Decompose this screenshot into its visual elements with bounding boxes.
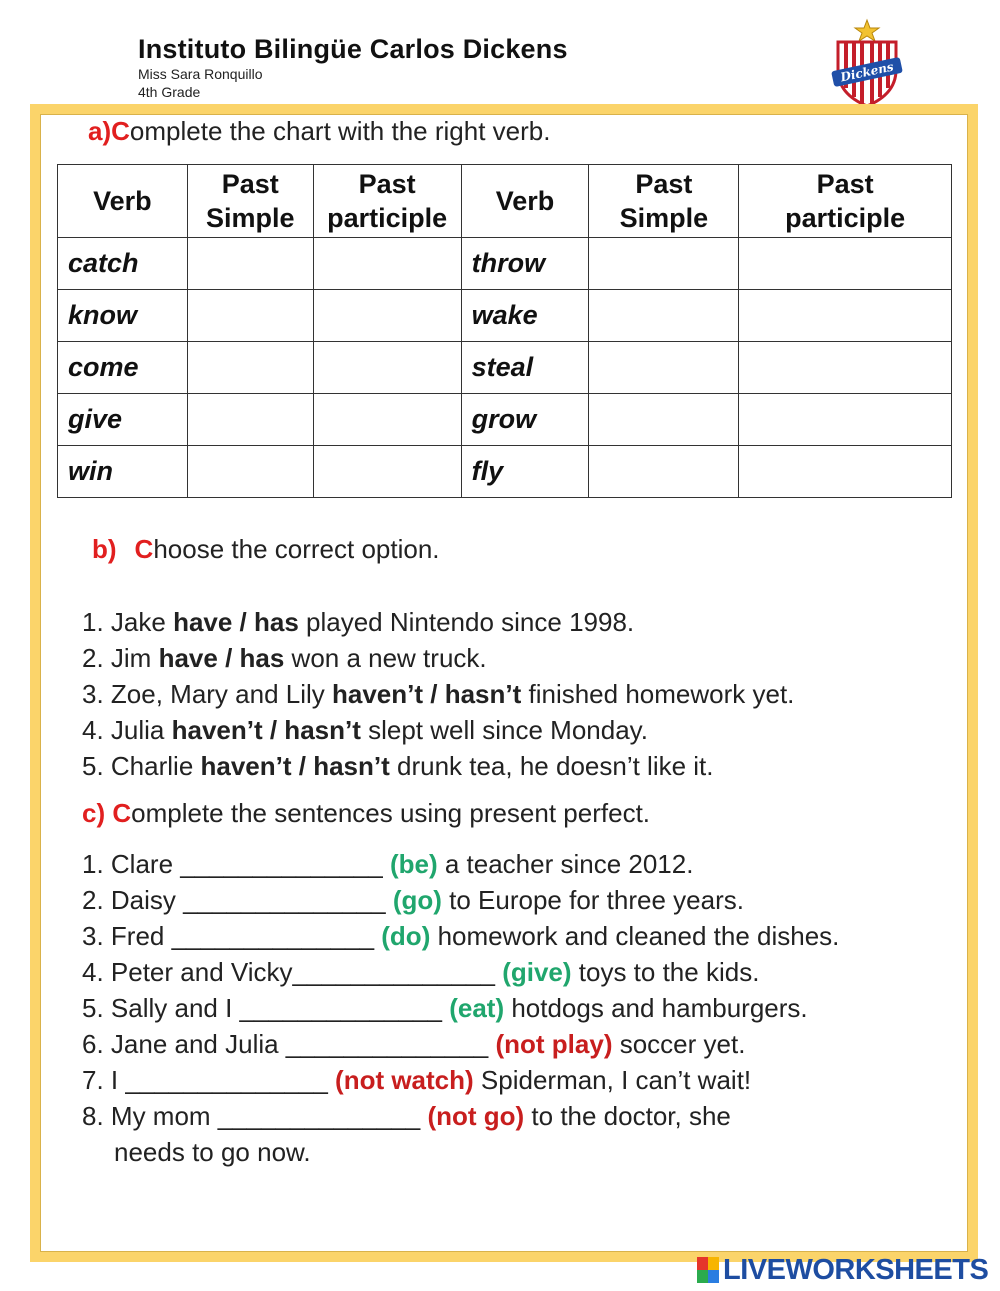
verb-cell: fly <box>461 446 589 498</box>
option-item: 4. Julia haven’t / hasn’t slept well since Monday. <box>82 715 648 745</box>
past-simple-answer-cell[interactable] <box>187 446 313 498</box>
sentence-with-blank[interactable]: 3. Fred ______________ <box>82 921 382 951</box>
past-participle-answer-cell[interactable] <box>313 342 461 394</box>
school-name: Instituto Bilingüe Carlos Dickens <box>138 34 568 64</box>
past-participle-answer-cell[interactable] <box>313 394 461 446</box>
sentence-with-blank[interactable]: 8. My mom ______________ <box>82 1101 428 1131</box>
sentence-item: 1. Clare ______________ (be) a teacher since 2012. <box>82 849 694 879</box>
verb-row <box>58 394 952 446</box>
past-participle-answer-cell[interactable] <box>739 446 952 498</box>
sentence-item: 2. Daisy ______________ (go) to Europe for three years. <box>82 885 744 915</box>
sentence-item: 3. Fred ______________ (do) homework and cleaned the dishes. <box>82 921 840 951</box>
choose-option-list <box>82 604 794 784</box>
past-simple-answer-cell[interactable] <box>589 446 739 498</box>
option-choice[interactable]: have / has <box>173 607 299 637</box>
verb-hint: (not play) <box>495 1029 613 1059</box>
verb-hint: (go) <box>392 885 442 915</box>
sentence-continuation: needs to go now. <box>114 1137 311 1167</box>
verb-cell: come <box>58 342 188 394</box>
option-choice[interactable]: haven’t / hasn’t <box>200 751 390 781</box>
past-participle-answer-cell[interactable] <box>739 394 952 446</box>
option-item: 2. Jim have / has won a new truck. <box>82 643 487 673</box>
past-simple-answer-cell[interactable] <box>187 238 313 290</box>
verb-row <box>58 238 952 290</box>
worksheet-header <box>138 34 568 101</box>
header-past-simple: Past Simple <box>187 165 313 238</box>
verb-cell: wake <box>461 290 589 342</box>
header-verb: Verb <box>58 165 188 238</box>
present-perfect-list <box>82 846 839 1170</box>
verb-row <box>58 290 952 342</box>
verb-cell: steal <box>461 342 589 394</box>
section-c-instruction: c) Complete the sentences using present perfect. <box>82 798 651 828</box>
sentence-with-blank[interactable]: 6. Jane and Julia ______________ <box>82 1029 496 1059</box>
section-a-label: a) <box>88 116 112 146</box>
past-participle-answer-cell[interactable] <box>739 238 952 290</box>
past-simple-answer-cell[interactable] <box>589 342 739 394</box>
past-participle-answer-cell[interactable] <box>739 342 952 394</box>
past-participle-answer-cell[interactable] <box>313 238 461 290</box>
liveworksheets-badge-icon <box>697 1257 719 1283</box>
sentence-with-blank[interactable]: 2. Daisy ______________ <box>82 885 393 915</box>
section-c-label: c) <box>82 798 106 828</box>
verb-hint: (eat) <box>449 993 505 1023</box>
header-past-participle: Past participle <box>739 165 952 238</box>
sentence-with-blank[interactable]: 1. Clare ______________ <box>82 849 390 879</box>
option-choice[interactable]: have / has <box>158 643 285 673</box>
header-past-simple: Past Simple <box>589 165 739 238</box>
past-participle-answer-cell[interactable] <box>739 290 952 342</box>
sentence-item: 8. My mom ______________ (not go) to the doctor, she <box>82 1101 731 1131</box>
verb-cell: know <box>58 290 188 342</box>
header-past-participle: Past participle <box>313 165 461 238</box>
sentence-item: 7. I ______________ (not watch) Spiderman, I can’t wait! <box>82 1065 752 1095</box>
past-simple-answer-cell[interactable] <box>589 238 739 290</box>
option-choice[interactable]: haven’t / hasn’t <box>332 679 522 709</box>
school-crest-logo <box>828 18 906 108</box>
past-simple-answer-cell[interactable] <box>589 394 739 446</box>
sentence-with-blank[interactable]: 5. Sally and I ______________ <box>82 993 450 1023</box>
past-simple-answer-cell[interactable] <box>187 342 313 394</box>
sentence-item: 4. Peter and Vicky______________ (give) toys to the kids. <box>82 957 760 987</box>
verb-hint: (not go) <box>427 1101 525 1131</box>
past-simple-answer-cell[interactable] <box>187 290 313 342</box>
verb-chart <box>57 164 952 498</box>
section-b-instruction: b) Choose the correct option. <box>92 534 440 564</box>
option-item: 5. Charlie haven’t / hasn’t drunk tea, he doesn’t like it. <box>82 751 714 781</box>
crest-text: Dickens <box>839 59 895 85</box>
verb-cell: grow <box>461 394 589 446</box>
verb-hint: (be) <box>389 849 438 879</box>
teacher-name: Miss Sara Ronquillo <box>138 66 263 82</box>
verb-row <box>58 342 952 394</box>
sentence-item: 6. Jane and Julia ______________ (not play) soccer yet. <box>82 1029 746 1059</box>
header-verb: Verb <box>461 165 589 238</box>
section-a-instruction: a)Complete the chart with the right verb. <box>88 116 551 146</box>
section-b-label: b) <box>92 534 117 564</box>
verb-cell: catch <box>58 238 188 290</box>
verb-hint: (give) <box>502 957 572 987</box>
past-simple-answer-cell[interactable] <box>589 290 739 342</box>
verb-cell: win <box>58 446 188 498</box>
option-item: 3. Zoe, Mary and Lily haven’t / hasn’t finished homework yet. <box>82 679 795 709</box>
sentence-with-blank[interactable]: 4. Peter and Vicky______________ <box>82 957 503 987</box>
verb-cell: throw <box>461 238 589 290</box>
verb-hint: (do) <box>381 921 431 951</box>
liveworksheets-brand: LIVEWORKSHEETS <box>723 1253 989 1286</box>
past-participle-answer-cell[interactable] <box>313 446 461 498</box>
verb-row <box>58 446 952 498</box>
verb-hint: (not watch) <box>335 1065 474 1095</box>
option-choice[interactable]: haven’t / hasn’t <box>171 715 361 745</box>
liveworksheets-logo <box>697 1255 988 1285</box>
option-item: 1. Jake have / has played Nintendo since 1998. <box>82 607 635 637</box>
verb-cell: give <box>58 394 188 446</box>
past-participle-answer-cell[interactable] <box>313 290 461 342</box>
sentence-item: 5. Sally and I ______________ (eat) hotdogs and hamburgers. <box>82 993 808 1023</box>
sentence-with-blank[interactable]: 7. I ______________ <box>82 1065 336 1095</box>
past-simple-answer-cell[interactable] <box>187 394 313 446</box>
grade-level: 4th Grade <box>138 84 201 100</box>
